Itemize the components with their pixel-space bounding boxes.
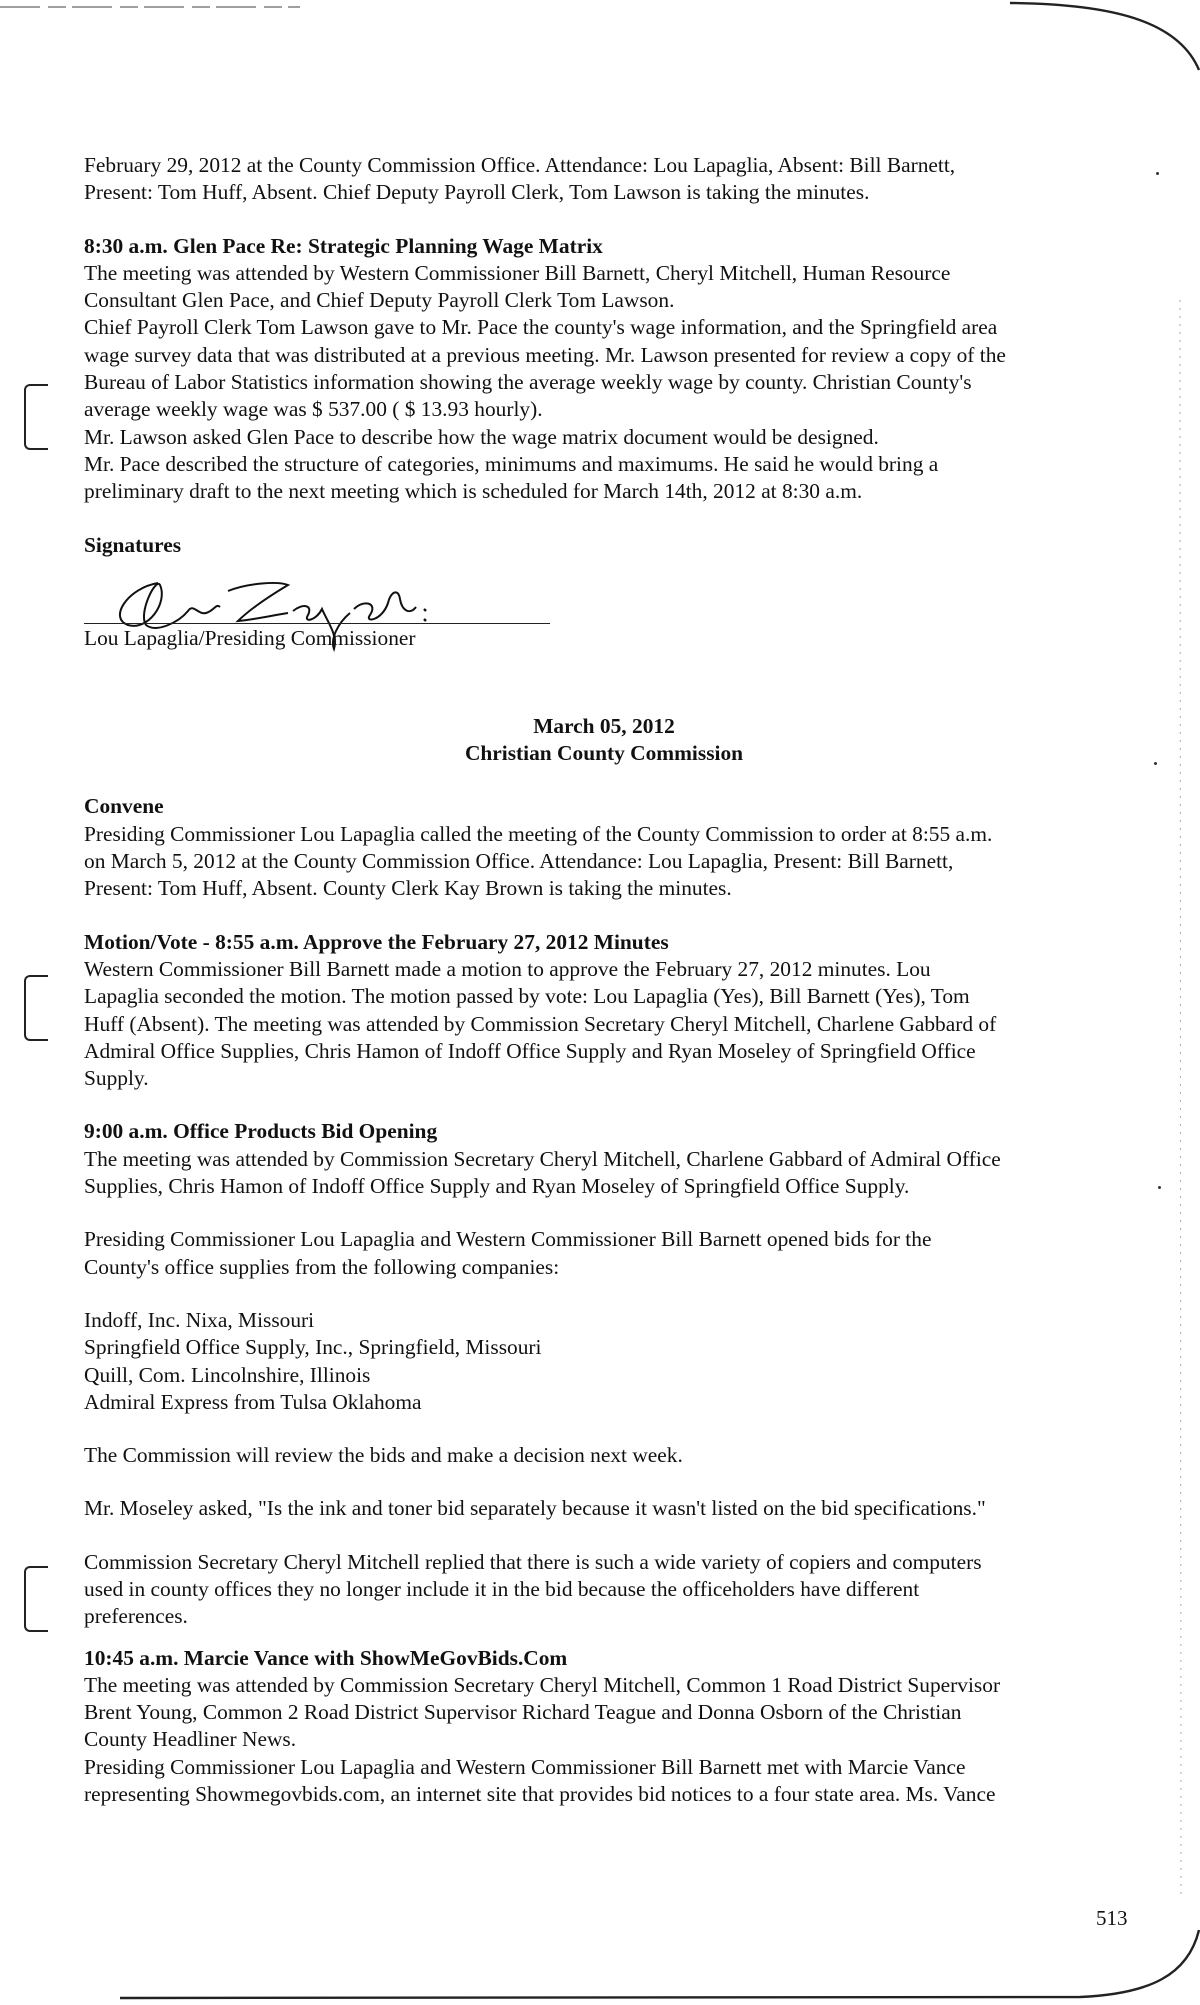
body-line: The meeting was attended by Commission Secretary Cheryl Mitchell, Common 1 Road District Supervisor [84,1672,1001,1697]
body-line: County Headliner News. [84,1727,297,1752]
body-line: The meeting was attended by Commission Secretary Cheryl Mitchell, Charlene Gabbard of Admiral Office [84,1146,1001,1171]
showme-heading: 10:45 a.m. Marcie Vance with ShowMeGovBids.Com [84,1645,568,1670]
page-number: 513 [1096,1906,1128,1930]
meeting-date: March 05, 2012 [533,713,675,738]
body-line: Consultant Glen Pace, and Chief Deputy Payroll Clerk Tom Lawson. [84,288,675,313]
body-line: average weekly wage was $ 537.00 ( $ 13.93 hourly). [84,397,543,422]
signature-block [84,559,1124,671]
convene-heading: Convene [84,794,164,819]
body-line: Mr. Pace described the structure of categories, minimums and maximums. He said he would bring a [84,451,939,476]
binder-hole-mark-1 [24,384,48,450]
body-line: on March 5, 2012 at the County Commission Office. Attendance: Lou Lapaglia, Present: Bill Barnett, [84,849,954,874]
body-line: The Commission will review the bids and make a decision next week. [84,1443,683,1468]
scan-speck [1158,1186,1161,1189]
body-line: Mr. Moseley asked, "Is the ink and toner bid separately because it wasn't listed on the bid specifications." [84,1496,986,1521]
body-line: Admiral Office Supplies, Chris Hamon of Indoff Office Supply and Ryan Moseley of Springfield Office [84,1038,976,1063]
motion-heading: Motion/Vote - 8:55 a.m. Approve the February 27, 2012 Minutes [84,929,669,954]
body-line: wage survey data that was distributed at a previous meeting. Mr. Lawson presented for review a copy of the [84,342,1006,367]
section-heading-wage-matrix: 8:30 a.m. Glen Pace Re: Strategic Planning Wage Matrix [84,233,603,258]
body-line: Presiding Commissioner Lou Lapaglia and Western Commissioner Bill Barnett met with Marcie Vance [84,1754,966,1779]
body-line: Chief Payroll Clerk Tom Lawson gave to Mr. Pace the county's wage information, and the Springfield area [84,315,998,340]
body-line: Huff (Absent). The meeting was attended by Commission Secretary Cheryl Mitchell, Charlene Gabbard of [84,1011,997,1036]
body-line: used in county offices they no longer include it in the bid because the officeholders have different [84,1576,920,1601]
body-line: Brent Young, Common 2 Road District Supervisor Richard Teague and Donna Osborn of the Christian [84,1700,962,1725]
body-line: Presiding Commissioner Lou Lapaglia called the meeting of the County Commission to order at 8:55 a.m. [84,821,993,846]
signature-caption: Lou Lapaglia/Presiding Commissioner [84,625,416,650]
minutes-body [84,152,1124,1808]
intro-line: February 29, 2012 at the County Commission Office. Attendance: Lou Lapaglia, Absent: Bill Barnett, [84,153,956,177]
scan-speck [1156,172,1159,175]
body-line: Present: Tom Huff, Absent. County Clerk Kay Brown is taking the minutes. [84,876,732,901]
company-list-item: Admiral Express from Tulsa Oklahoma [84,1389,422,1414]
body-line: Lapaglia seconded the motion. The motion passed by vote: Lou Lapaglia (Yes), Bill Barnett (Yes), Tom [84,984,970,1009]
company-list-item: Indoff, Inc. Nixa, Missouri [84,1307,315,1332]
body-line: Bureau of Labor Statistics information showing the average weekly wage by county. Christian County's [84,370,972,395]
intro-line: Present: Tom Huff, Absent. Chief Deputy Payroll Clerk, Tom Lawson is taking the minutes. [84,180,870,205]
binder-hole-mark-3 [24,1566,48,1632]
signature-line [84,623,550,624]
meeting-body: Christian County Commission [464,741,744,766]
body-line: Western Commissioner Bill Barnett made a motion to approve the February 27, 2012 minutes. Lou [84,956,931,981]
body-line: Supplies, Chris Hamon of Indoff Office Supply and Ryan Moseley of Springfield Office Supply. [84,1174,910,1199]
bid-opening-heading: 9:00 a.m. Office Products Bid Opening [84,1119,438,1144]
company-list-item: Springfield Office Supply, Inc., Springfield, Missouri [84,1335,542,1360]
binder-hole-mark-2 [24,975,48,1041]
company-list-item: Quill, Com. Lincolnshire, Illinois [84,1362,371,1387]
body-line: Mr. Lawson asked Glen Pace to describe how the wage matrix document would be designed. [84,424,879,449]
signatures-heading: Signatures [84,532,182,557]
body-line: preliminary draft to the next meeting which is scheduled for March 14th, 2012 at 8:30 a.m. [84,479,863,504]
body-line: Commission Secretary Cheryl Mitchell replied that there is such a wide variety of copiers and computers [84,1549,982,1574]
body-line: Supply. [84,1066,149,1091]
body-line: preferences. [84,1604,188,1629]
body-line: Presiding Commissioner Lou Lapaglia and Western Commissioner Bill Barnett opened bids for the [84,1227,932,1252]
body-line: The meeting was attended by Western Commissioner Bill Barnett, Cheryl Mitchell, Human Resource [84,260,951,285]
scan-speck [1154,762,1157,765]
body-line: County's office supplies from the following companies: [84,1254,560,1279]
body-line: representing Showmegovbids.com, an internet site that provides bid notices to a four state area. Ms. Vance [84,1782,996,1807]
